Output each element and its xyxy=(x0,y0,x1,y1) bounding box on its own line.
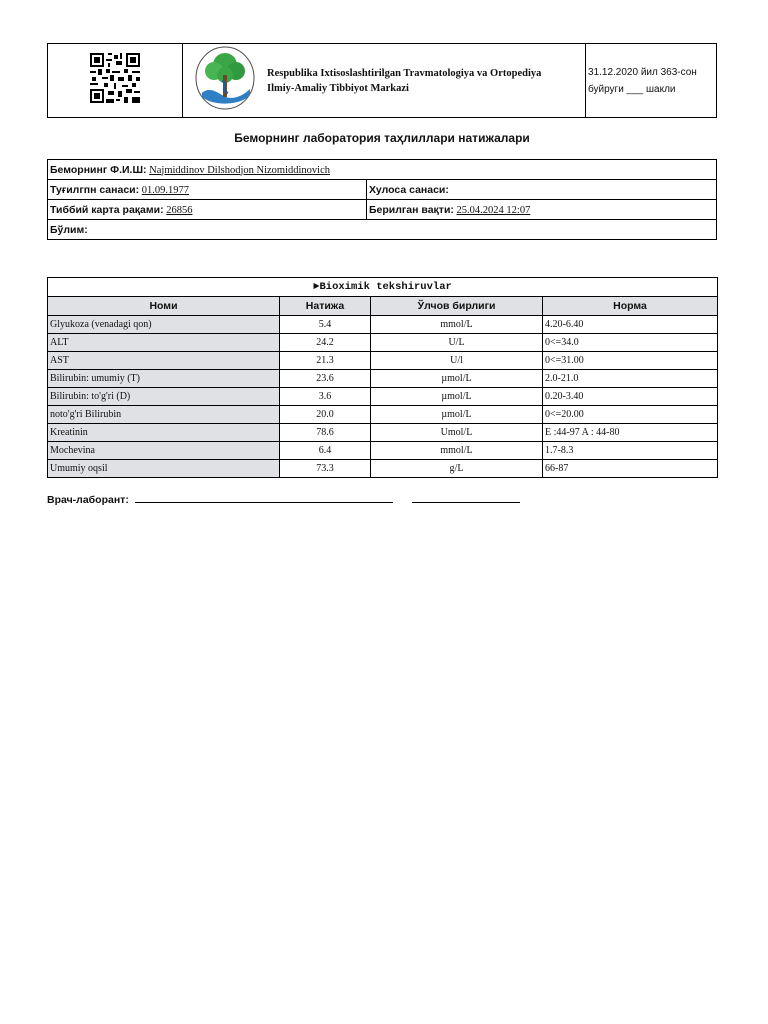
medical-card-value: 26856 xyxy=(166,204,193,216)
patient-dates-row xyxy=(48,180,717,200)
test-name: Umumiy oqsil xyxy=(48,460,280,478)
test-norm: 66-87 xyxy=(543,460,718,478)
dob-label: Туғилгпн санаси: xyxy=(50,183,140,196)
order-line-2: буйруги ___ шакли xyxy=(588,83,676,95)
test-unit: mmol/L xyxy=(371,316,543,334)
logo-cell xyxy=(183,44,267,117)
table-row xyxy=(48,388,718,406)
test-norm: 0<=34.0 xyxy=(543,334,718,352)
test-norm: 0<=20.00 xyxy=(543,406,718,424)
test-norm: 0<=31.00 xyxy=(543,352,718,370)
qr-cell xyxy=(48,44,183,117)
col-header-result: Натижа xyxy=(280,297,371,316)
organization-name xyxy=(267,44,586,117)
test-result: 24.2 xyxy=(280,334,371,352)
order-reference xyxy=(586,44,716,117)
test-name: ALT xyxy=(48,334,280,352)
table-row xyxy=(48,352,718,370)
tree-logo-icon xyxy=(194,45,256,116)
section-header-row xyxy=(48,278,718,297)
test-result: 5.4 xyxy=(280,316,371,334)
test-result: 23.6 xyxy=(280,370,371,388)
test-unit: µmol/L xyxy=(371,406,543,424)
test-norm: 1.7-8.3 xyxy=(543,442,718,460)
test-name: Bilirubin: umumiy (T) xyxy=(48,370,280,388)
table-row xyxy=(48,370,718,388)
patient-name-value: Najmiddinov Dilshodjon Nizomiddinovich xyxy=(149,164,330,176)
org-line-2: Ilmiy-Amaliy Tibbiyot Markazi xyxy=(267,82,409,94)
table-row xyxy=(48,334,718,352)
col-header-norm: Норма xyxy=(543,297,718,316)
document-header xyxy=(47,43,717,118)
test-result: 20.0 xyxy=(280,406,371,424)
table-row xyxy=(48,460,718,478)
patient-card-row xyxy=(48,200,717,220)
test-norm: 0.20-3.40 xyxy=(543,388,718,406)
test-result: 6.4 xyxy=(280,442,371,460)
test-norm: 4.20-6.40 xyxy=(543,316,718,334)
test-result: 73.3 xyxy=(280,460,371,478)
section-title: ►Bioximik tekshiruvlar xyxy=(48,278,718,297)
dob-value: 01.09.1977 xyxy=(141,184,189,196)
table-row xyxy=(48,442,718,460)
document-title: Беморнинг лаборатория таҳлиллари натижалари xyxy=(234,131,530,145)
patient-info-table xyxy=(47,159,717,240)
test-unit: U/L xyxy=(371,334,543,352)
test-name: Kreatinin xyxy=(48,424,280,442)
table-row xyxy=(48,424,718,442)
test-unit: µmol/L xyxy=(371,370,543,388)
column-header-row xyxy=(48,297,718,316)
issued-time-label: Берилган вақти: xyxy=(369,203,454,216)
test-result: 3.6 xyxy=(280,388,371,406)
order-line-1: 31.12.2020 йил 363-сон xyxy=(588,66,697,78)
org-line-1: Respublika Ixtisoslashtirilgan Travmatologiya va Ortopediya xyxy=(267,67,542,79)
test-result: 78.6 xyxy=(280,424,371,442)
test-norm: E :44-97 A : 44-80 xyxy=(543,424,718,442)
test-name: Mochevina xyxy=(48,442,280,460)
signature-name-blank xyxy=(135,493,393,503)
table-row xyxy=(48,406,718,424)
department-row xyxy=(48,220,717,240)
test-name: Bilirubin: to'g'ri (D) xyxy=(48,388,280,406)
patient-name-label: Беморнинг Ф.И.Ш: xyxy=(50,163,147,176)
test-unit: µmol/L xyxy=(371,388,543,406)
test-name: noto'g'ri Bilirubin xyxy=(48,406,280,424)
issued-time-value: 25.04.2024 12:07 xyxy=(456,204,531,216)
qr-code-icon xyxy=(90,53,140,108)
test-result: 21.3 xyxy=(280,352,371,370)
test-unit: U/l xyxy=(371,352,543,370)
patient-name-row xyxy=(48,160,717,180)
lab-doctor-label: Врач-лаборант: xyxy=(47,494,129,506)
department-label: Бўлим: xyxy=(50,223,88,236)
signature-line xyxy=(47,493,520,506)
test-name: Glyukoza (venadagi qon) xyxy=(48,316,280,334)
col-header-unit: Ўлчов бирлиги xyxy=(371,297,543,316)
col-header-name: Номи xyxy=(48,297,280,316)
medical-card-label: Тиббий карта рақами: xyxy=(50,203,164,216)
signature-sign-blank xyxy=(412,493,520,503)
test-unit: g/L xyxy=(371,460,543,478)
test-name: AST xyxy=(48,352,280,370)
results-table xyxy=(47,277,718,478)
test-unit: Umol/L xyxy=(371,424,543,442)
test-unit: mmol/L xyxy=(371,442,543,460)
test-norm: 2.0-21.0 xyxy=(543,370,718,388)
conclusion-date-label: Хулоса санаси: xyxy=(369,183,449,196)
table-row xyxy=(48,316,718,334)
